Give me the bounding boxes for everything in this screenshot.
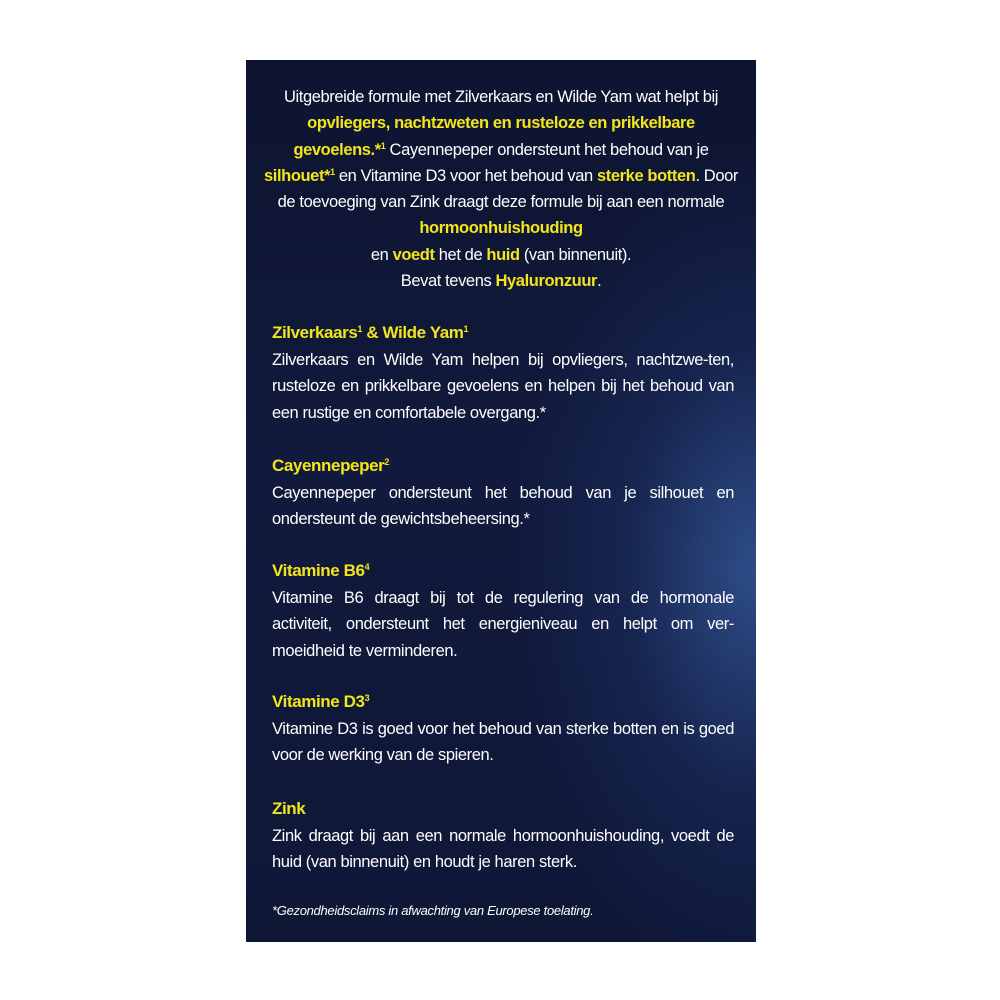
section-heading-text: Vitamine B6: [272, 561, 365, 580]
section-heading: Zink: [272, 799, 306, 818]
footnote-ref: 1: [463, 324, 469, 334]
intro-text: het de: [434, 245, 487, 264]
section-heading-text: & Wilde Yam: [362, 323, 464, 342]
section-body: Cayennepeper ondersteunt het behoud van je silhouet en ondersteunt de gewichtsbeheersing.*: [272, 483, 734, 528]
intro-highlight: silhouet*: [264, 166, 331, 185]
intro-highlight: hormoonhuishouding: [419, 219, 583, 238]
section-heading-text: Zilverkaars: [272, 323, 358, 342]
intro-text: Uitgebreide formule met Zilverkaars en Wilde Yam wat helpt bij: [283, 88, 719, 106]
intro-highlight: voedt: [392, 245, 435, 264]
intro-text: Bevat tevens: [400, 272, 496, 291]
intro-paragraph: [260, 84, 742, 294]
intro-text: en Vitamine D3 voor het behoud van: [334, 166, 598, 185]
section-zilverkaars-wilde-yam: [272, 320, 734, 426]
intro-highlight: huid: [486, 245, 520, 264]
section-heading-text: Vitamine D3: [272, 692, 365, 711]
footnote-ref: 4: [364, 562, 370, 572]
footnote-ref: 1: [380, 140, 386, 151]
section-zink: [272, 796, 734, 876]
intro-text: en: [370, 245, 393, 264]
intro-text: . Door de toevoeging van Zink draagt deze formule bij aan een normale: [277, 166, 738, 212]
section-vitamine-d3: [272, 689, 734, 769]
section-cayennepeper: [272, 453, 734, 533]
section-heading: [272, 558, 734, 585]
intro-text: .: [597, 272, 602, 291]
intro-text: (van binnenuit).: [519, 245, 632, 264]
section-heading: [272, 453, 734, 480]
section-body: Zilverkaars en Wilde Yam helpen bij opvliegers, nachtzwe-ten, rusteloze en prikkelbare gevoelens en helpen bij het behoud van een rustige en comfortabele overgang.*: [272, 350, 734, 422]
intro-highlight: opvliegers, nachtzweten en rusteloze en prikkelbare gevoelens.*: [293, 114, 695, 159]
section-body: Vitamine B6 draagt bij tot de regulering van de hormonale activiteit, ondersteunt het energieniveau en helpt om ver-moeidheid te verminderen.: [272, 588, 734, 660]
intro-highlight: sterke botten: [597, 166, 696, 185]
footnote-ref: 2: [384, 457, 389, 467]
health-claims-footnote: *Gezondheidsclaims in afwachting van Europese toelating.: [272, 903, 594, 918]
footnote-ref: 3: [364, 693, 370, 703]
section-body: Vitamine D3 is goed voor het behoud van sterke botten en is goed voor de werking van de spieren.: [272, 719, 734, 764]
intro-text: Cayennepeper ondersteunt het behoud van je: [385, 140, 709, 159]
product-info-panel: [246, 60, 756, 942]
section-body: Zink draagt bij aan een normale hormoonhuishouding, voedt de huid (van binnenuit) en houdt je haren sterk.: [272, 826, 734, 871]
footnote-ref: 1: [330, 166, 335, 177]
footnote-ref: 1: [357, 324, 362, 334]
intro-highlight: Hyaluronzuur: [495, 272, 598, 291]
section-vitamine-b6: [272, 558, 734, 664]
section-heading: [272, 320, 734, 347]
section-heading-text: Cayennepeper: [272, 456, 385, 475]
section-heading: [272, 689, 734, 716]
